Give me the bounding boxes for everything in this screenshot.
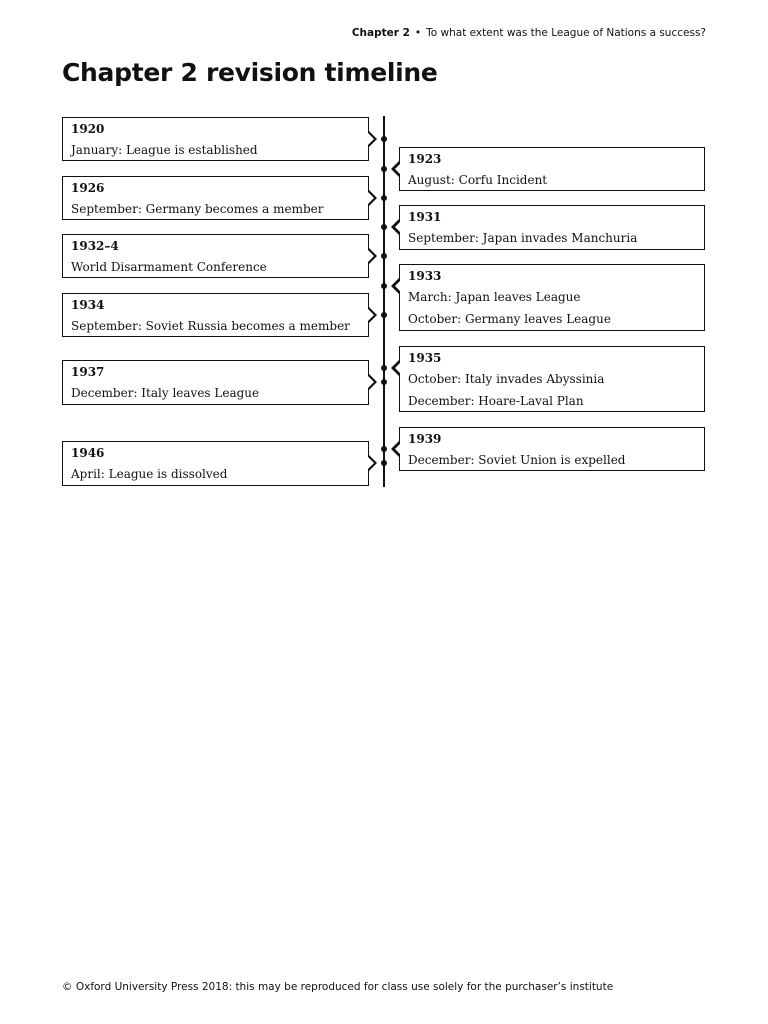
timeline-event-1946 [62,441,369,486]
event-year: 1937 [71,365,105,379]
event-description: World Disarmament Conference [71,260,267,274]
running-head-separator: • [414,27,422,39]
timeline-event-1920 [62,117,369,161]
event-description: March: Japan leaves League [408,290,581,304]
timeline-event-1931 [399,205,705,250]
event-year: 1939 [408,432,442,446]
axis-marker [381,136,387,142]
axis-marker [381,312,387,318]
event-year: 1932–4 [71,239,119,253]
axis-marker [381,460,387,466]
axis-marker [381,365,387,371]
event-description: October: Italy invades Abyssinia [408,372,605,386]
event-year: 1934 [71,298,105,312]
event-description: January: League is established [71,143,258,157]
event-description: August: Corfu Incident [408,173,548,187]
axis-marker [381,253,387,259]
event-description: October: Germany leaves League [408,312,611,326]
timeline-event-1933 [399,264,705,331]
axis-marker [381,195,387,201]
timeline-event-1926 [62,176,369,220]
axis-marker [381,446,387,452]
event-year: 1926 [71,181,105,195]
event-year: 1935 [408,351,442,365]
event-year: 1931 [408,210,442,224]
timeline-event-1935 [399,346,705,412]
timeline-event-1939 [399,427,705,471]
axis-marker [381,379,387,385]
running-head-question: To what extent was the League of Nations a success? [426,27,706,39]
axis-marker [381,166,387,172]
event-year: 1923 [408,152,442,166]
event-description: September: Soviet Russia becomes a member [71,319,350,333]
event-year: 1946 [71,446,105,460]
event-year: 1920 [71,122,105,136]
running-head-chapter: Chapter 2 [351,27,410,39]
timeline-event-1934 [62,293,369,337]
copyright-footer: © Oxford University Press 2018: this may be reproduced for class use solely for the purchaser’s institute [62,981,614,993]
event-description: December: Hoare-Laval Plan [408,394,584,408]
page-title: Chapter 2 revision timeline [62,58,438,87]
event-description: September: Japan invades Manchuria [408,231,638,245]
timeline-event-1923 [399,147,705,191]
event-year: 1933 [408,269,442,283]
event-description: April: League is dissolved [71,467,228,481]
timeline-event-1932-4 [62,234,369,278]
axis-marker [381,224,387,230]
timeline-event-1937 [62,360,369,405]
event-description: December: Italy leaves League [71,386,260,400]
event-description: September: Germany becomes a member [71,202,324,216]
event-description: December: Soviet Union is expelled [408,453,626,467]
axis-marker [381,283,387,289]
